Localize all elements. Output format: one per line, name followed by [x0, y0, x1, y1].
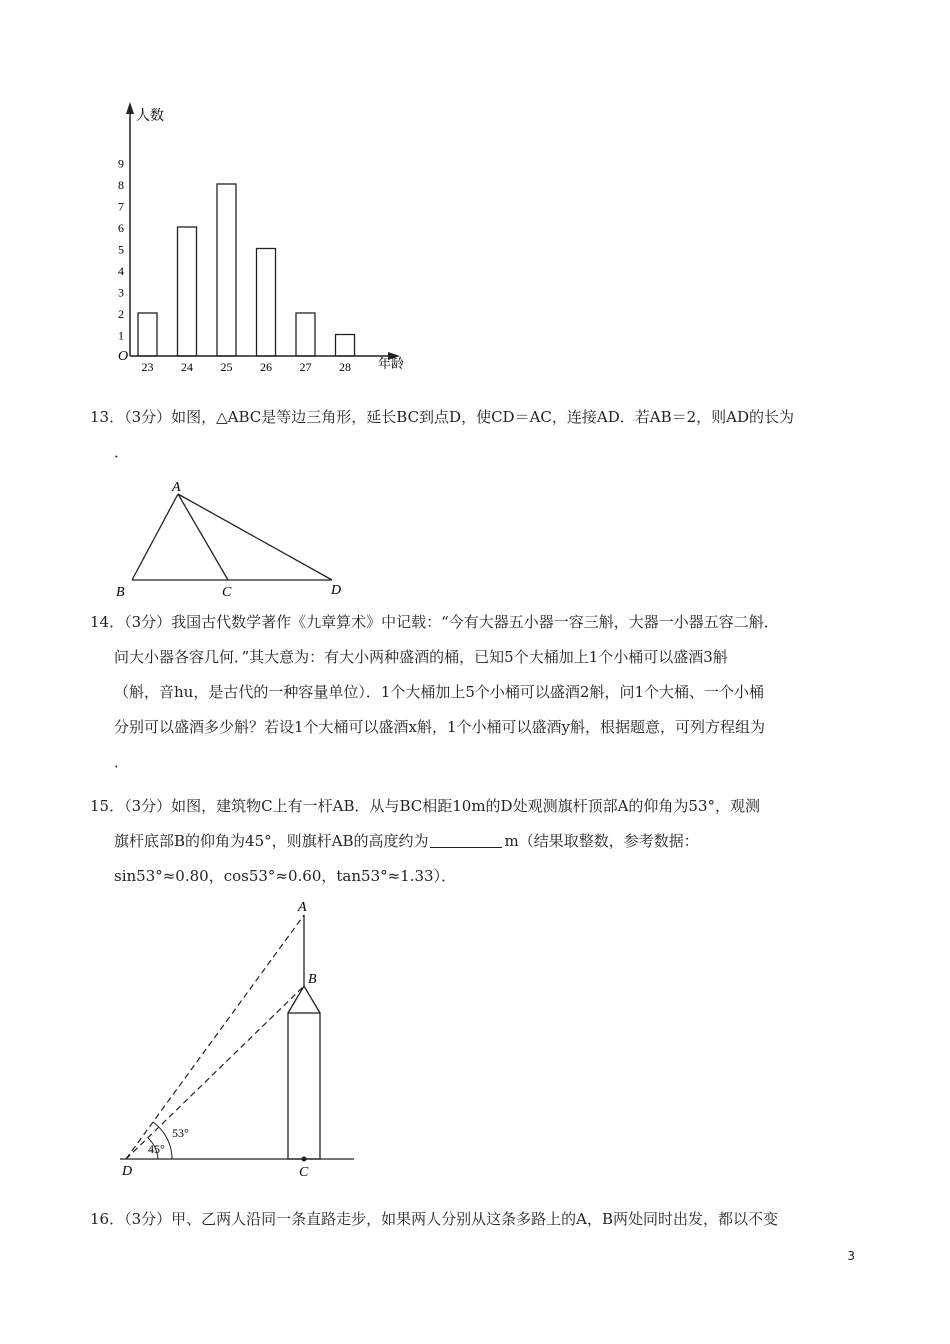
- point-D-label: D: [122, 1164, 133, 1179]
- triangle-figure: [110, 476, 350, 601]
- bar-26: [257, 249, 276, 357]
- point-A-label: A: [298, 900, 307, 915]
- y-tick-label: 2: [118, 307, 124, 321]
- point-C-label: C: [299, 1165, 309, 1180]
- q14-line-3: （斛，音hu，是古代的一种容量单位）．1个大桶加上5个小桶可以盛酒2斛，问1个大桶、一个小桶: [114, 683, 764, 701]
- x-tick-label: 28: [339, 360, 351, 374]
- point-A-label: A: [172, 480, 181, 495]
- question-13: [90, 400, 880, 470]
- x-tick-label: 26: [260, 360, 272, 374]
- q15-line-1: 15．（3分）如图，建筑物C上有一杆AB．从与BC相距10m的D处观测旗杆顶部A的仰角为53°，观测: [90, 797, 761, 815]
- x-axis-label: 年龄: [378, 356, 405, 371]
- bar-27: [296, 313, 315, 356]
- y-tick-label: 3: [118, 285, 124, 300]
- y-tick-label: 4: [118, 264, 124, 278]
- bar-23: [138, 313, 157, 356]
- flagpole-figure: [110, 895, 370, 1185]
- q15-line-2-part-b: m（结果取整数，参考数据：: [504, 832, 699, 850]
- q13-line-1: 13．（3分）如图，△ABC是等边三角形，延长BC到点D，使CD＝AC，连接AD．若AB＝2，则AD的长为: [90, 408, 795, 426]
- origin-label: O: [118, 349, 129, 364]
- y-tick-label: 5: [118, 242, 124, 257]
- q15-line-2: [90, 824, 880, 859]
- y-tick-labels: [118, 157, 124, 343]
- y-tick-label: 9: [118, 156, 124, 171]
- angle-45-label: 45°: [148, 1142, 165, 1156]
- y-axis-label: 人数: [136, 109, 164, 124]
- y-tick-label: 1: [118, 328, 124, 343]
- x-tick-label: 23: [141, 360, 154, 374]
- q15-line-3: sin53°≈0.80，cos53°≈0.60，tan53°≈1.33）．: [114, 867, 457, 885]
- bar-28: [336, 335, 355, 357]
- q14-line-5: ．: [114, 753, 130, 771]
- q14-line-4: 分别可以盛酒多少斛？若设1个大桶可以盛酒x斛，1个小桶可以盛酒y斛，根据题意，可列方程组为: [114, 718, 766, 736]
- point-C-label: C: [222, 585, 232, 600]
- bars: [138, 184, 355, 356]
- angle-53-label: 53°: [172, 1126, 189, 1140]
- answer-blank: [430, 833, 502, 848]
- x-tick-label: 24: [181, 360, 193, 374]
- y-tick-label: 7: [118, 199, 124, 214]
- question-16: [90, 1202, 880, 1237]
- x-tick-label: 27: [299, 360, 312, 374]
- y-tick-label: 6: [118, 221, 124, 235]
- question-14: [90, 605, 880, 780]
- bar-24: [178, 227, 197, 356]
- point-B-label: B: [116, 585, 125, 600]
- q14-line-2: 问大小器各容几何．”其大意为：有大小两种盛酒的桶，已知5个大桶加上1个小桶可以盛酒3斛: [114, 648, 728, 666]
- x-tick-label: 25: [220, 360, 233, 374]
- point-D-label: D: [331, 583, 342, 598]
- point-B-label: B: [308, 972, 317, 987]
- page-number: 3: [847, 1249, 855, 1263]
- y-tick-label: 8: [118, 178, 124, 192]
- q15-line-2-part-a: 旗杆底部B的仰角为45°，则旗杆AB的高度约为: [114, 832, 429, 850]
- bar-25: [217, 184, 236, 356]
- x-tick-labels: [142, 360, 352, 374]
- question-15: [90, 789, 880, 894]
- q14-line-1: 14．（3分）我国古代数学著作《九章算术》中记载：“今有大器五小器一容三斛，大器一小器五容二斛．: [90, 613, 779, 631]
- y-axis-arrow: [126, 102, 134, 114]
- age-bar-chart: [110, 98, 410, 378]
- q16-line-1: 16．（3分）甲、乙两人沿同一条直路走步，如果两人分别从这条多路上的A，B两处同时出发，都以不变: [90, 1210, 778, 1228]
- q13-line-2: ．: [114, 443, 130, 461]
